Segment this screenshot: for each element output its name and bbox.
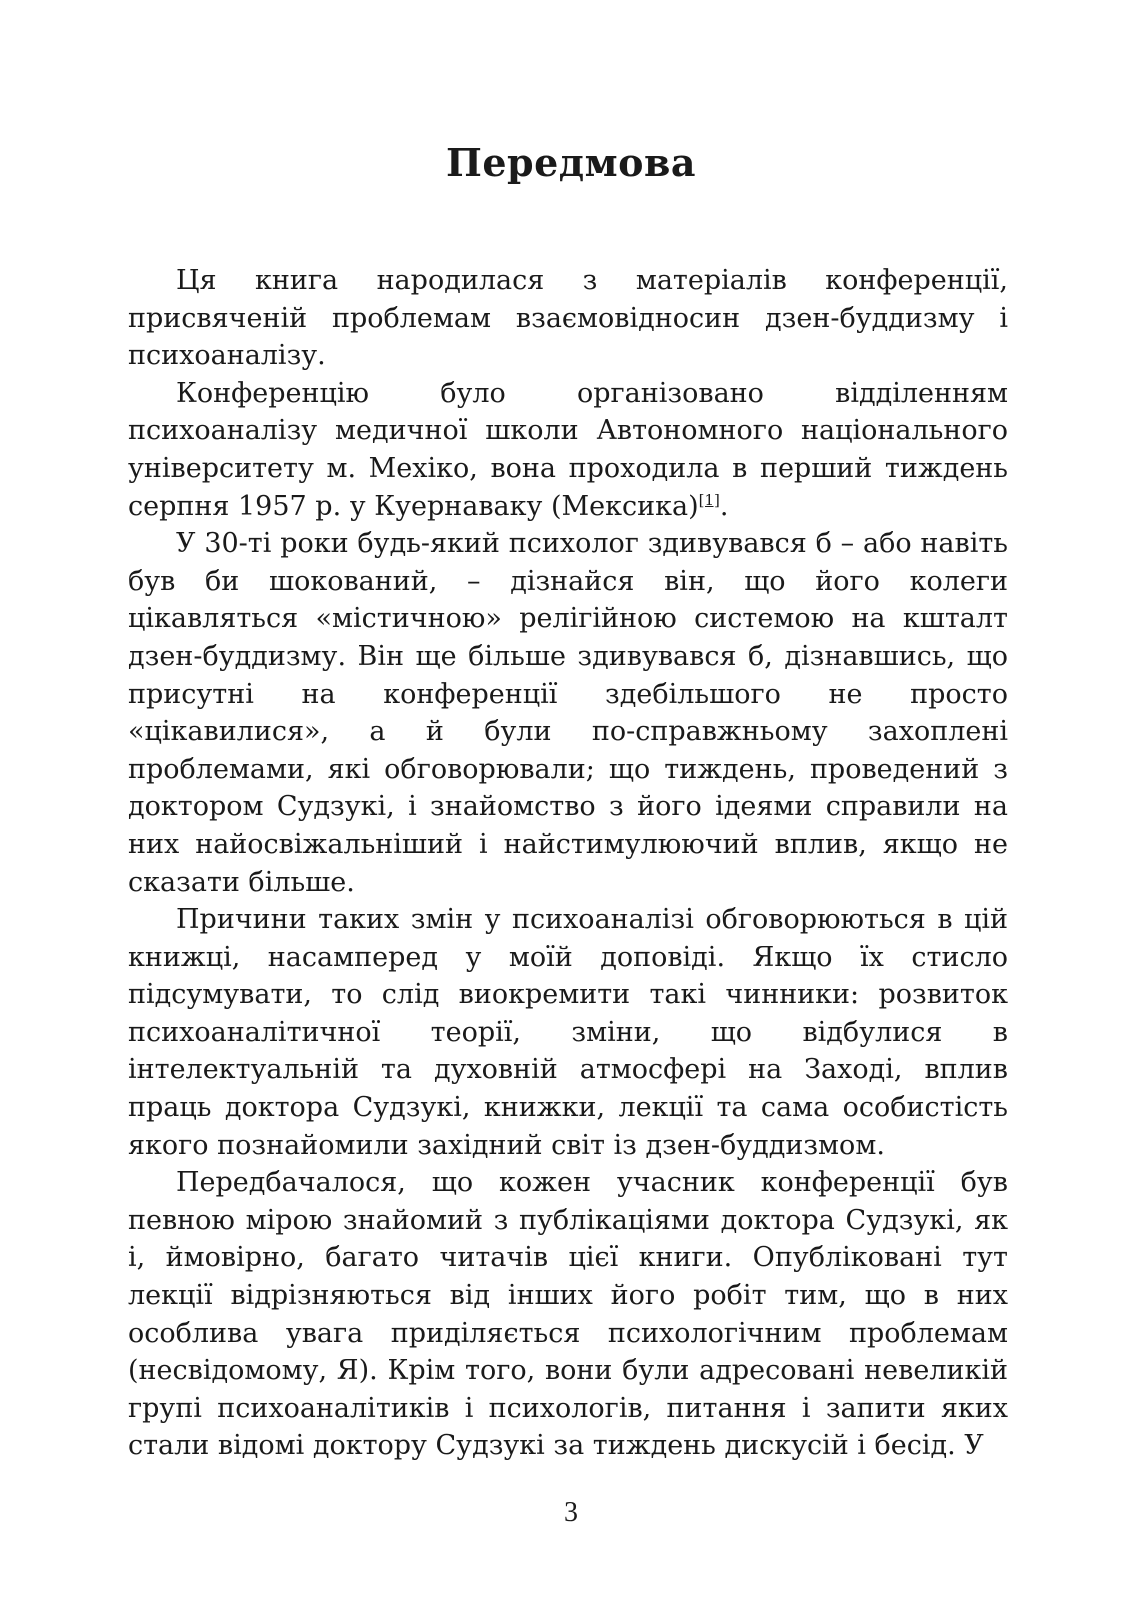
- paragraph-text: .: [719, 490, 729, 522]
- paragraph: [128, 901, 1008, 1164]
- page-title: Передмова: [445, 140, 696, 185]
- paragraph-text: Конференцію було організовано відділенням психоаналізу медичної школи Автономного національного університету м. Мехіко, вона проходила в перший тиждень серпня 1957 р. у Куернаваку (Мексика): [128, 377, 1008, 522]
- page-number: 3: [564, 1497, 578, 1528]
- paragraph: [128, 525, 1008, 901]
- body-text: [128, 262, 1008, 1465]
- paragraph: [128, 262, 1008, 375]
- paragraph-text: Передбачалося, що кожен учасник конференції був певною мірою знайомий з публікаціями доктора Судзукі, як і, ймовірно, багато читачів цієї книги. Опубліковані тут лекції відрізняються від інших його робіт тим, що в них особлива увага приділяється психологічним проблемам (несвідомому, Я). Крім того, вони були адресовані невеликій групі психоаналітиків і психологів, питання і запити яких стали відомі доктору Судзукі за тиждень дискусій і бесід. У: [128, 1167, 1008, 1462]
- paragraph-text: Причини таких змін у психоаналізі обговорюються в цій книжці, насамперед у моїй доповіді. Якщо їх стисло підсумувати, то слід виокремити такі чинники: розвиток психоаналітичної теорії, зміни, що відбулися в інтелектуальній та духовній атмосфері на Заході, вплив праць доктора Судзукі, книжки, лекції та сама особистість якого познайомили західний світ із дзен-буддизмом.: [128, 904, 1008, 1161]
- paragraph: [128, 1164, 1008, 1465]
- footnote-link[interactable]: [1]: [698, 490, 720, 509]
- paragraph: [128, 375, 1008, 525]
- paragraph-text: Ця книга народилася з матеріалів конференції, присвяченій проблемам взаємовідносин дзен-буддизму і психоаналізу.: [128, 265, 1008, 372]
- paragraph-text: У 30-ті роки будь-який психолог здивувався б – або навіть був би шокований, – дізнайся він, що його колеги цікавляться «містичною» релігійною системою на кшталт дзен-буддизму. Він ще більше здивувався б, дізнавшись, що присутні на конференції здебільшого не просто «цікавилися», а й були по-справжньому захоплені проблемами, які обговорювали; що тиждень, проведений з доктором Судзукі, і знайомство з його ідеями справили на них найосвіжальніший і найстимулюючий вплив, якщо не сказати більше.: [128, 528, 1008, 898]
